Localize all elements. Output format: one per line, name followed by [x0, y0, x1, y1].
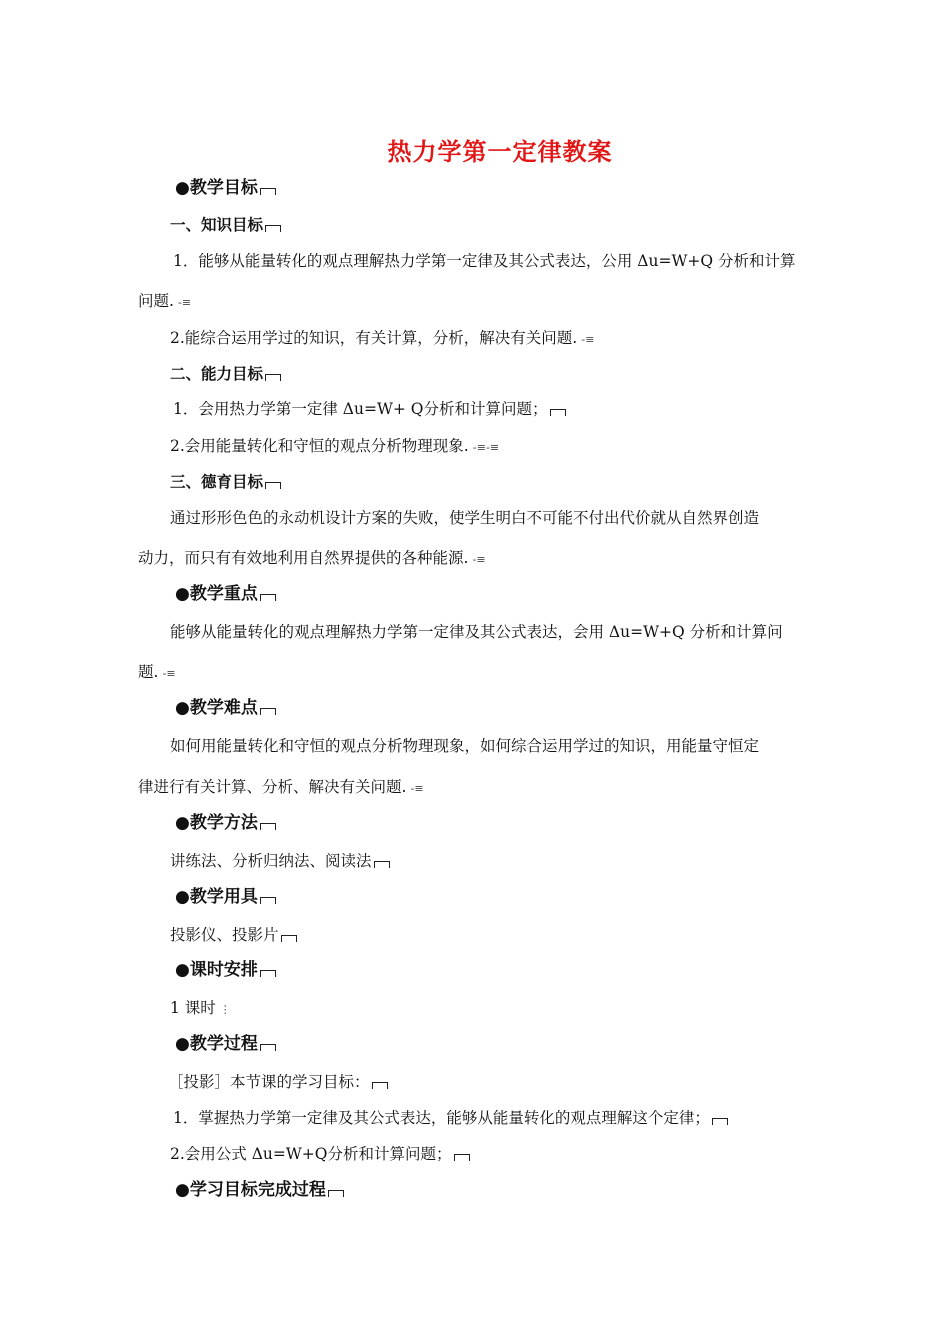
paragraph-mark-icon — [265, 374, 281, 381]
tools-heading-text: ●教学用具 — [175, 887, 258, 907]
paragraph-mark-icon — [260, 188, 276, 195]
objectives-heading-text: ●教学目标 — [175, 178, 258, 198]
difficult-paragraph-line-2 — [138, 777, 424, 799]
difficult-heading-text: ●教学难点 — [175, 698, 258, 718]
schedule-text-content: 1 课时 — [170, 999, 216, 1017]
moral-heading — [170, 472, 281, 492]
method-text — [170, 851, 390, 871]
process-item-2-text: 2.会用公式 Δu=W+Q分析和计算问题； — [170, 1145, 452, 1163]
process-item-1 — [173, 1108, 728, 1128]
key-paragraph-line-2-text: 题. — [138, 663, 159, 681]
moral-paragraph-line-2-text: 动力，而只有有效地利用自然界提供的各种能源. — [138, 549, 469, 567]
ability-item-2 — [170, 436, 499, 458]
paragraph-mark-icon — [260, 1044, 276, 1051]
ability-heading — [170, 364, 281, 384]
ability-item-1 — [173, 399, 566, 419]
process-heading — [175, 1034, 276, 1054]
paragraph-mark-icon — [260, 708, 276, 715]
ability-heading-text: 二、能力目标 — [170, 365, 264, 383]
paragraph-mark-icon — [550, 409, 566, 416]
knowledge-heading-text: 一、知识目标 — [170, 216, 264, 234]
moral-heading-text: 三、德育目标 — [170, 473, 264, 491]
process-item-projection-text: ［投影］本节课的学习目标： — [168, 1073, 370, 1091]
return-mark-icon: -≡ — [410, 782, 424, 795]
key-heading — [175, 584, 276, 604]
return-mark-icon: -≡ — [177, 296, 192, 309]
knowledge-heading — [170, 215, 281, 235]
document-title: 热力学第一定律教案 — [387, 138, 613, 166]
key-paragraph-line-1: 能够从能量转化的观点理解热力学第一定律及其公式表达，会用 Δu=W+Q 分析和计算问 — [170, 623, 783, 641]
key-paragraph-line-2 — [138, 662, 176, 684]
schedule-heading-text: ●课时安排 — [175, 960, 258, 980]
paragraph-mark-icon — [374, 861, 390, 868]
paragraph-mark-icon — [265, 482, 281, 489]
return-mark-icon: -≡ — [581, 333, 595, 346]
ability-item-1-text: 1．会用热力学第一定律 Δu=W+ Q分析和计算问题； — [173, 400, 548, 418]
schedule-text — [170, 998, 231, 1020]
return-mark-icon: -≡ — [472, 553, 486, 566]
paragraph-mark-icon — [372, 1082, 388, 1089]
process-item-1-text: 1．掌握热力学第一定律及其公式表达，能够从能量转化的观点理解这个定律； — [173, 1109, 710, 1127]
completion-heading-text: ●学习目标完成过程 — [175, 1180, 326, 1200]
process-item-projection — [168, 1072, 388, 1092]
ability-item-2-text: 2.会用能量转化和守恒的观点分析物理现象. — [170, 437, 469, 455]
tools-text — [170, 925, 297, 945]
knowledge-item-2-text: 2.能综合运用学过的知识，有关计算，分析，解决有关问题. — [170, 329, 578, 347]
paragraph-mark-icon — [260, 970, 276, 977]
objectives-heading — [175, 178, 276, 198]
return-mark-icon: -≡ — [162, 667, 176, 680]
paragraph-mark-icon — [328, 1190, 344, 1197]
paragraph-mark-icon — [281, 935, 297, 942]
tools-text-content: 投影仪、投影片 — [170, 926, 279, 944]
process-heading-text: ●教学过程 — [175, 1034, 258, 1054]
knowledge-item-1-line-1: 1．能够从能量转化的观点理解热力学第一定律及其公式表达，公用 Δu=W+Q 分析和计算 — [173, 252, 796, 270]
difficult-paragraph-line-1: 如何用能量转化和守恒的观点分析物理现象，如何综合运用学过的知识，用能量守恒定 — [170, 737, 760, 755]
paragraph-mark-icon — [260, 823, 276, 830]
key-heading-text: ●教学重点 — [175, 584, 258, 604]
knowledge-item-2 — [170, 328, 594, 350]
paragraph-mark-icon — [265, 225, 281, 232]
moral-paragraph-line-1: 通过形形色色的永动机设计方案的失败，使学生明白不可能不付出代价就从自然界创造 — [170, 509, 760, 527]
method-text-content: 讲练法、分析归纳法、阅读法 — [170, 852, 372, 870]
difficult-heading — [175, 698, 276, 718]
paragraph-mark-icon — [260, 594, 276, 601]
knowledge-item-1-line-2 — [138, 291, 191, 313]
paragraph-mark-icon — [712, 1118, 728, 1125]
difficult-paragraph-line-2-text: 律进行有关计算、分析、解决有关问题. — [138, 778, 407, 796]
paragraph-mark-icon — [260, 897, 276, 904]
method-heading-text: ●教学方法 — [175, 813, 258, 833]
completion-heading — [175, 1180, 344, 1200]
knowledge-item-1-line-2-text: 问题. — [138, 292, 174, 310]
paragraph-mark-icon — [454, 1154, 470, 1161]
process-item-2 — [170, 1144, 470, 1164]
moral-paragraph-line-2 — [138, 548, 486, 570]
schedule-heading — [175, 960, 276, 980]
method-heading — [175, 813, 276, 833]
tools-heading — [175, 887, 276, 907]
return-mark-icon: ⋮ — [219, 1003, 231, 1016]
return-mark-icon: -≡-≡ — [472, 441, 500, 454]
